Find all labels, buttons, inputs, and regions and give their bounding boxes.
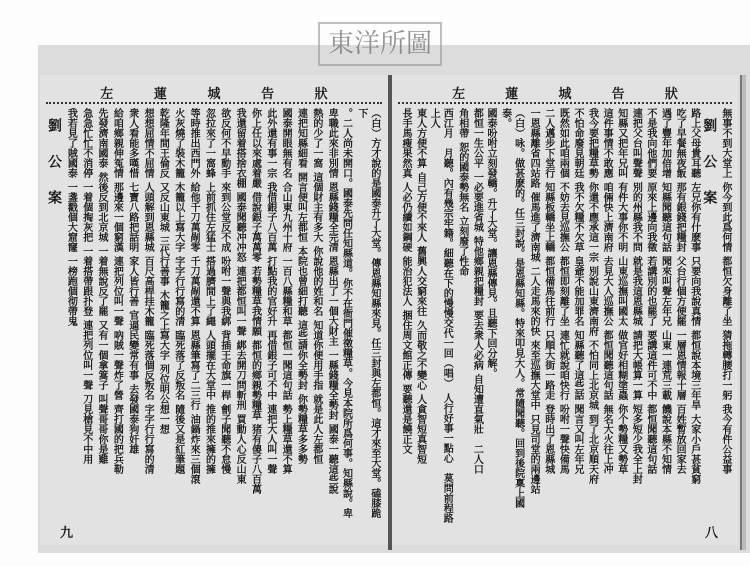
verse-line: 想想屈情不屈情	[142, 108, 154, 178]
verse-line: 長手馬瘦果然真	[400, 108, 411, 178]
verse-line: 齊打國的把兵勒	[111, 404, 123, 474]
header-char: 蓮	[505, 87, 519, 102]
verse-line: 千刀萬剮還不算	[188, 256, 200, 326]
verse-line: 別的州縣我不問	[630, 182, 642, 252]
verse-line: 來到公堂反不成	[218, 182, 230, 252]
text-column	[309, 108, 323, 523]
verse-line: 開言便叫左都恒	[295, 172, 307, 242]
text-column	[555, 108, 569, 523]
verse-line: 那有銀錢把糧封	[674, 182, 686, 252]
verse-line: 叫聲哥哥你是雞	[96, 394, 108, 464]
verse-line: 只順大街一路走	[542, 330, 554, 400]
verse-line: 左兄你有什麽事	[688, 182, 700, 252]
text-column	[599, 108, 613, 523]
header-rule	[398, 102, 732, 107]
verse-line: 綁去開刀問斬刑	[234, 340, 246, 410]
verse-line: 去發國泰狗奸雄	[126, 384, 138, 454]
verse-line: 然後反到北京城	[96, 172, 108, 242]
verse-line: 油鍋炸來三個滾	[188, 414, 200, 484]
verse-line: 一榜跑個彻帶鬼	[65, 256, 77, 326]
header-char: 告	[611, 87, 625, 102]
verse-line: 二人邁步下堂行	[542, 108, 554, 178]
verse-line: 只見司堂的兩邊站	[528, 414, 540, 494]
verse-line: 搭過臍間上了繩	[203, 256, 215, 326]
verse-line: 一着搭帶跟扑登	[80, 246, 92, 316]
verse-line: 家人皆行善	[126, 256, 138, 306]
left-page	[40, 75, 388, 545]
verse-line: 一着個掏灰把	[80, 182, 92, 242]
verse-line: 就是我這恩縣城	[630, 256, 642, 326]
page-number-right: 八	[704, 526, 718, 541]
verse-line: 官逼民變常有事	[126, 310, 138, 380]
verse-line: 原來上邊向我徵	[644, 182, 656, 252]
text-column	[294, 108, 308, 523]
verse-line: 欲反何不早動手	[218, 108, 230, 178]
page-number-left: 九	[60, 526, 74, 541]
verse-line: 再借銀子可不中	[264, 330, 276, 400]
verse-line: 若勢糧草我情願	[249, 266, 261, 336]
verse-line: 急急忙忙不消停	[80, 108, 92, 178]
verse-line: 恩縣筆寫了二三行	[188, 330, 200, 410]
verse-line: 一百八縣糧和草	[280, 256, 292, 326]
verse-line: 有件大事你不明	[615, 182, 627, 252]
header-char: 城	[558, 87, 572, 102]
verse-line: 都恒一聞這句話	[280, 330, 292, 400]
verse-line: 要聽還是饒正文	[400, 384, 411, 454]
text-column	[155, 108, 169, 523]
verse-line: 大家小戶甚貧窮	[688, 414, 700, 484]
verse-line: 卑職此來非別情	[326, 108, 338, 178]
verse-line: 三代行善事	[157, 236, 169, 286]
text-column	[658, 108, 672, 523]
verse-line: 都恒的鄉親勢糧草	[249, 340, 261, 420]
verse-line: 人必仍續如鋼硬	[400, 182, 411, 252]
verse-line: 背插王命旗一桿	[218, 330, 230, 400]
verse-line: 這個財主有多大	[310, 172, 322, 242]
verse-line: 你个勢糧又勢草	[615, 404, 627, 474]
verse-line: 來至巡撫大堂中	[528, 340, 540, 410]
verse-line: 不怕命廢見朝廷	[571, 108, 583, 178]
verse-line: 無名大火往上冲	[601, 404, 613, 474]
verse-line: 又有一個拿篙子	[96, 320, 108, 390]
verse-line: 刀見槍見不中用	[80, 394, 92, 464]
verse-line: 吃了早餐無夜飯	[674, 108, 686, 178]
verse-line: 國泰開眼無有名	[280, 108, 292, 178]
verse-line: 這件事情不敢應	[601, 108, 613, 178]
text-columns-left	[46, 108, 382, 523]
text-column	[455, 108, 469, 523]
verse-line: 若講別的也罷了	[644, 256, 656, 326]
verse-line: 買動人心反山東	[234, 414, 246, 484]
verse-line: 不是我向他們要	[644, 108, 656, 178]
verse-line: 木籠之上寫大字	[157, 290, 169, 360]
verse-line: 連把大人叫一聲	[264, 404, 276, 474]
verse-line: 連把列位叫一聲	[80, 320, 92, 390]
verse-line: 字字行行寫的清	[142, 404, 154, 474]
verse-line: 一層恩情報十層	[674, 330, 686, 400]
verse-line: 連把列位叫一聲	[111, 256, 123, 326]
verse-line: 角相帶	[456, 108, 468, 138]
verse-line: 火灰燒了裝木籠	[172, 108, 184, 178]
text-column	[171, 108, 185, 523]
verse-line: 又反山東城	[157, 182, 169, 232]
text-column	[585, 108, 599, 523]
verse-line: 都恒一生公平	[471, 108, 483, 168]
side-title-column	[46, 108, 62, 523]
verse-line: 熱的少了一窩	[310, 108, 322, 168]
verse-line: 恩縣出了一個大財主	[326, 256, 338, 346]
text-column	[340, 108, 354, 523]
verse-line: 臨死落個反叛名	[142, 330, 154, 400]
verse-line: 你還不應承這一宗	[586, 182, 598, 262]
verse-line: 推的推來擁的擁	[203, 404, 215, 474]
running-header-left	[40, 83, 388, 102]
verse-line: 隨後又是紅筆題	[172, 404, 184, 474]
verse-line: 連把知縣細看	[295, 108, 307, 168]
text-column	[324, 108, 338, 523]
verse-line: 都恒說本境三年旱	[688, 330, 700, 410]
verse-line: 吶賊一聲炸了營	[111, 330, 123, 400]
text-column	[263, 108, 277, 523]
verse-line: 一盞戳個大窟窿	[65, 182, 77, 252]
verse-line: 連忙就說咱快行	[557, 330, 569, 400]
verse-line: 你今到此爲何情	[719, 182, 731, 252]
verse-line: 合山東九州十府	[280, 182, 292, 252]
verse-line: 就是此人左都恒	[310, 394, 322, 464]
verse-line: 請把大帳算一算	[630, 330, 642, 400]
right-page	[392, 75, 738, 545]
text-column	[217, 108, 231, 523]
verse-line: 國泰一聽這些說	[326, 424, 338, 494]
library-stamp: 東洋所圖	[318, 22, 442, 66]
verse-line: 字字行行寫的清	[172, 256, 184, 326]
text-column	[687, 108, 701, 523]
verse-line: 登時出了恩縣城	[542, 404, 554, 474]
verse-line: 那邊來一個窮漢	[111, 182, 123, 252]
verse-line: 知縣聽了這些話	[571, 330, 583, 400]
verse-line: 知縣聞聽這句話	[659, 182, 671, 252]
verse-line: 一着無說反了罷	[96, 246, 108, 316]
text-column	[718, 108, 732, 523]
verse-line: 我借銀子八百萬	[264, 182, 276, 252]
prose-line: （白）方才說的是國泰升了大堂。傳恩縣知縣來見。任三封與左都恒。這才來至大堂。磕膝跪下	[355, 108, 380, 518]
header-char: 蓮	[153, 87, 167, 102]
verse-line: 都恒聞聽這句話	[644, 404, 656, 474]
verse-line: 七寶八路把話明	[126, 182, 138, 252]
verse-line: 短多短少我全上封	[630, 404, 642, 484]
verse-line: 自知遭直氣壯 二人口	[471, 374, 483, 474]
verse-line: 勢上糧草還不算	[280, 404, 292, 474]
verse-line: 連把父台叫聲聲	[630, 108, 642, 178]
side-title-column	[701, 108, 717, 523]
verse-line: 劊子聞聽不怠慢	[218, 404, 230, 474]
verse-line: 既然如此咱兩個	[557, 108, 569, 178]
side-title: 劉公案	[46, 118, 62, 226]
header-char: 左	[100, 87, 114, 102]
verse-line: 你勢糧草多多勢	[295, 394, 307, 464]
verse-line: 百尺高桿挂木籠	[142, 256, 154, 326]
verse-line: 立刻廢了性命	[456, 216, 468, 276]
verse-line: 咱倆快上濟南府	[601, 182, 613, 252]
text-column	[63, 108, 77, 523]
verse-line: 人頭擺在大堂中	[203, 330, 215, 400]
header-char: 狀	[664, 87, 678, 102]
verse-line: 到了北京順天府	[586, 414, 598, 484]
verse-line: 要去衆人必病	[471, 310, 483, 370]
verse-line: 不妨去見巡撫公	[557, 182, 569, 252]
verse-line: 你上任以來處着嚴	[249, 108, 261, 188]
verse-line: 借說銀子萬萬零	[249, 192, 261, 262]
verse-line: 猜拖轉腰打一躬	[719, 330, 731, 400]
verse-line: 知縣板轎坐上轎	[542, 182, 554, 252]
text-column	[427, 108, 454, 523]
text-column	[94, 108, 108, 523]
verse-line: 要講這件可不中	[644, 330, 656, 400]
verse-line: 知道你便用手指	[310, 320, 322, 390]
text-column	[628, 108, 642, 523]
verse-line: 催馬進了濟南城	[528, 192, 540, 262]
verse-line: 山東一連荒三載	[659, 330, 671, 400]
verse-line: 久而敬之不變心	[414, 320, 426, 390]
text-column	[570, 108, 584, 523]
verse-line: 去見大人巡撫公	[601, 256, 613, 326]
verse-line: 皇爺不能加罪名	[571, 256, 583, 326]
verse-line: 衆人看能多嘆惜	[126, 108, 138, 178]
text-column	[541, 108, 555, 523]
verse-line: 父台行個方便罷	[674, 256, 686, 326]
text-column	[643, 108, 657, 523]
text-column	[469, 108, 483, 523]
text-column	[109, 108, 123, 523]
verse-line: 這些請你全勢封	[295, 320, 307, 390]
text-column	[672, 108, 686, 523]
verse-line: 一恩縣離省四站路	[528, 108, 540, 188]
text-column	[398, 108, 412, 523]
verse-line: 只要向我說真情	[688, 256, 700, 326]
verse-line: 都恒聞聽這句話	[601, 330, 613, 400]
text-columns-right	[398, 108, 732, 523]
verse-line: 做官好相糊塗蟲	[615, 330, 627, 400]
verse-line: 無事不到大堂上	[719, 108, 731, 178]
verse-line: 捆住周文館正傳	[400, 310, 411, 380]
verse-line: 山東巡撫叫國太	[615, 256, 627, 326]
verse-line: 吩咐一聲快備馬	[557, 404, 569, 474]
verse-line: 給他千刀萬剮零	[188, 182, 200, 252]
verse-line: 上前抓住左猛士	[203, 182, 215, 252]
header-char: 左	[452, 87, 466, 102]
side-title: 劉公案	[701, 118, 718, 226]
text-column	[186, 108, 200, 523]
prose-line: 國泰吩咐立刻發轎。升了大堂。讓恩縣傳見。且聽下回分解。	[484, 108, 496, 378]
prose-line: 。二人尚未開口。國泰先問任知縣道。你不在衙門催徵糧草。今見本院所爲何事。知縣說。卑	[340, 108, 352, 518]
verse-line: 你說他的姓和名	[310, 246, 322, 316]
text-column	[499, 108, 526, 523]
text-column	[278, 108, 292, 523]
text-column	[232, 108, 246, 523]
verse-line: 乾隆年間王倫反	[157, 108, 169, 178]
verse-line: 吩咐一聲與我綁	[218, 256, 230, 326]
verse-line: 列位明公想一想	[157, 364, 169, 434]
text-column	[201, 108, 215, 523]
verse-line: 別說山東濟南府	[586, 266, 598, 336]
verse-line: 打點我的官好升	[264, 256, 276, 326]
verse-line: 特他鄉親把糧封	[471, 236, 483, 306]
page-edge	[740, 75, 746, 550]
verse-line: 遇了豐年加倍增	[659, 108, 671, 178]
text-column	[413, 108, 427, 523]
verse-line: 聞來叫聲左年兄	[659, 256, 671, 326]
text-column	[355, 108, 382, 523]
verse-line: 不怕同上北京城	[586, 340, 598, 410]
verse-line: 都恒欠身離了坐	[719, 256, 731, 326]
verse-line: 給咱鄉親伸冤情	[111, 108, 123, 178]
verse-line: 東人方便不算	[414, 108, 426, 168]
verse-line: 一必要進省城	[471, 172, 483, 232]
verse-line: 知縣又把年兄叫	[615, 108, 627, 178]
verse-line: 人頭解到恩縣城	[142, 182, 154, 252]
verse-line: 先發濟南國泰	[96, 108, 108, 168]
verse-line: 國泰聞聽冲冲怒	[234, 192, 246, 262]
verse-line: 忽拉來了一窩蜂	[203, 108, 215, 178]
running-header-right	[392, 83, 738, 102]
verse-line: 我還留着搭捨衣棚	[234, 108, 246, 188]
verse-line: 恕的國泰勢無名	[456, 142, 468, 212]
text-column	[247, 108, 261, 523]
verse-line: 都恒即刻離了坐	[557, 256, 569, 326]
verse-line: 二人走馬來的快	[528, 266, 540, 336]
text-column	[614, 108, 628, 523]
verse-line: 我不欠糧不欠草	[571, 182, 583, 252]
header-char: 狀	[314, 87, 328, 102]
text-column	[526, 108, 540, 523]
text-column	[484, 108, 498, 523]
verse-line: 臨死落了反叛名	[172, 330, 184, 400]
verse-line: 此外還有事一宗	[264, 108, 276, 178]
verse-line: 舊興人交窮來往	[414, 246, 426, 316]
verse-line: 路上父母貴耳聽	[688, 108, 700, 178]
text-column	[140, 108, 154, 523]
text-column	[79, 108, 93, 523]
prose-line: 西江月 月聽。內有幾宗牢籍。細聽在下的慢慢交代一回（唱） 人行好事一點心 莫問前程路上人	[428, 108, 453, 523]
verse-line: 饑說本縣不知情	[659, 404, 671, 474]
verse-line: 人貪智短真智短	[414, 394, 426, 464]
verse-line: 恩縣錢糧全完清	[326, 182, 338, 252]
verse-line: 一縣錢糧全勢封	[326, 350, 338, 420]
verse-line: 自己方便不來人	[414, 172, 426, 242]
verse-line: 我今有件公益事	[719, 404, 731, 474]
verse-line: 百姓暫放回家去	[674, 404, 686, 474]
verse-line: 能治犯法人	[400, 256, 411, 306]
verse-line: 都恒備馬往前行	[542, 256, 554, 326]
verse-line: 木籠以上寫大字	[172, 182, 184, 252]
verse-line: 猪有傻子八百萬	[249, 424, 261, 494]
header-char: 城	[207, 87, 221, 102]
verse-line: 連把都恒叫一聲	[234, 266, 246, 336]
verse-line: 本院也曾細打聽	[295, 246, 307, 316]
header-char: 告	[261, 87, 275, 102]
verse-line: 我今要把糧草勢	[586, 108, 598, 178]
text-column	[125, 108, 139, 523]
verse-line: 我若見了賊國泰	[65, 108, 77, 178]
verse-line: 聞言又叫左年兄	[571, 404, 583, 474]
prose-line: （白）咏。做甚麽的。任三封說。是恩縣知縣。特來叩見大人。常隨聞聽。回到後院稟上國泰。	[499, 108, 524, 508]
verse-line: 等時推出西門外	[188, 108, 200, 178]
header-rule	[46, 102, 382, 107]
